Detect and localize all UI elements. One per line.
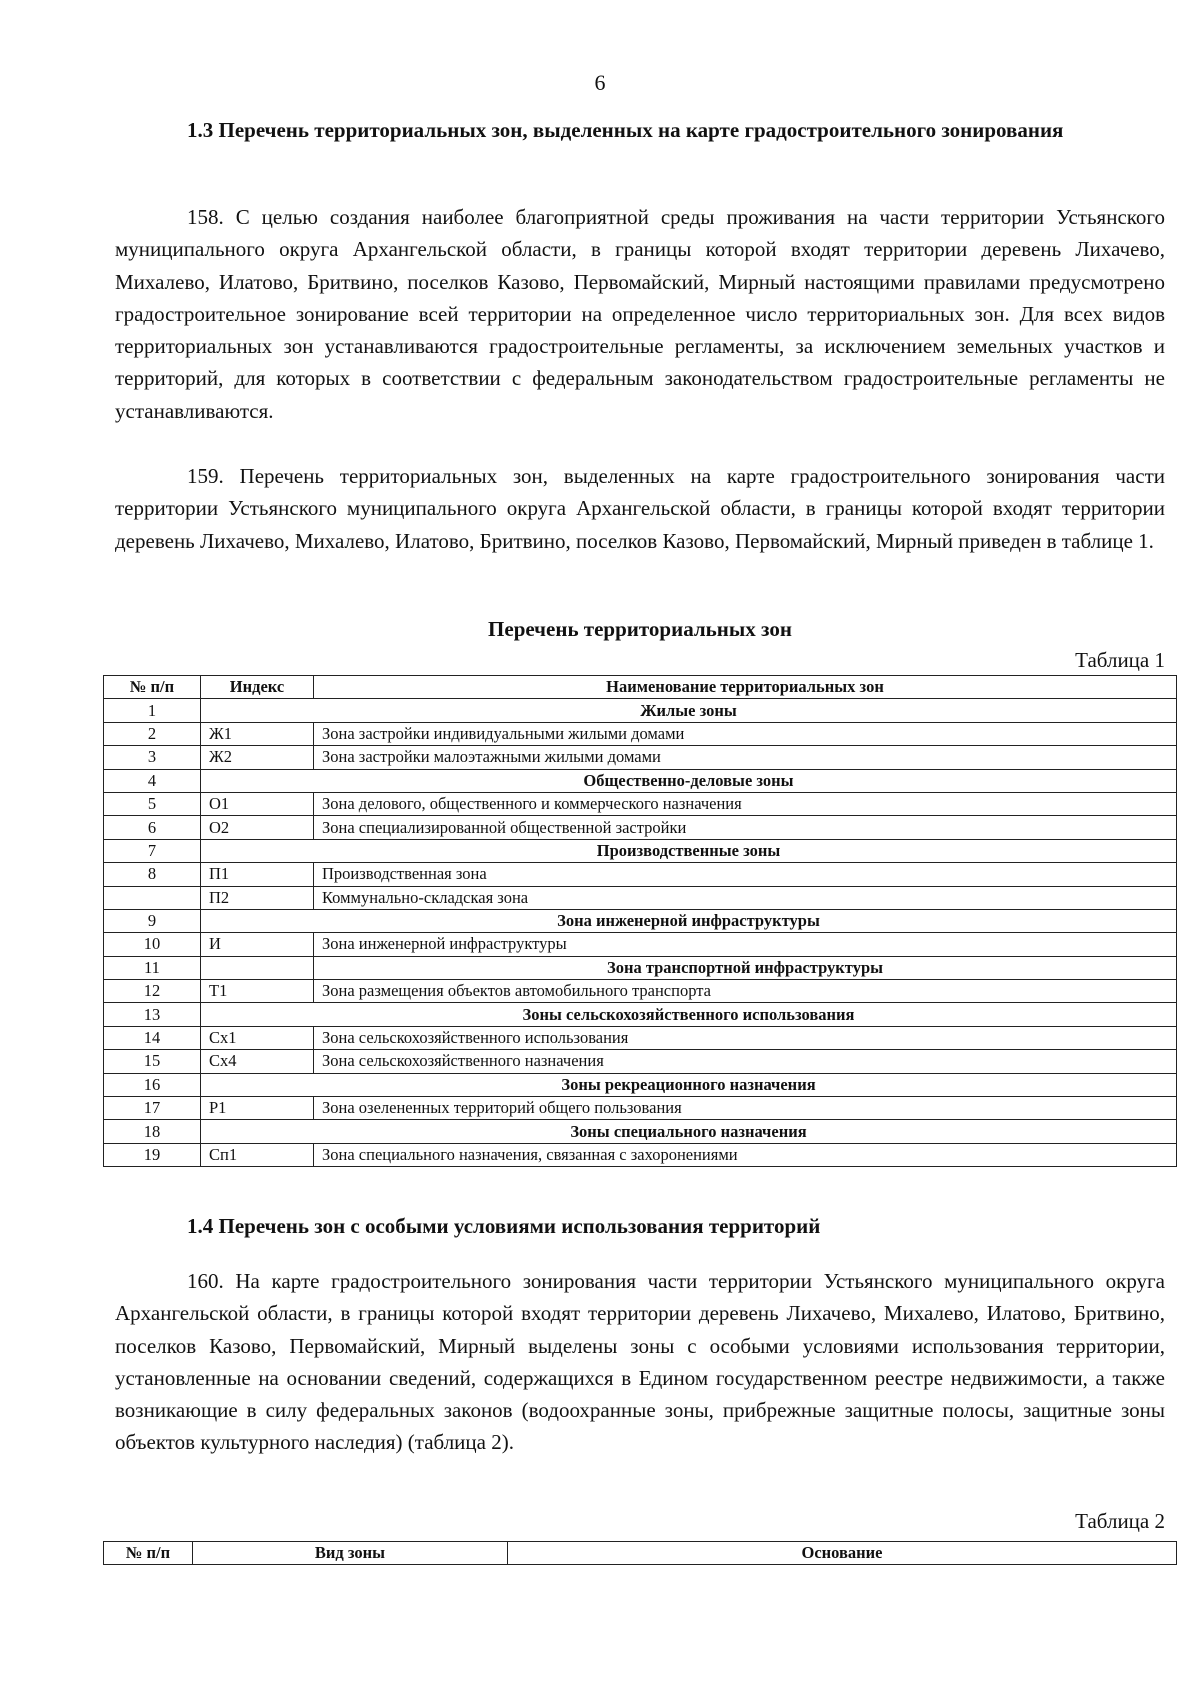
zone-name: Зона застройки индивидуальными жилыми домами: [314, 722, 1177, 745]
zone-name: Зона специального назначения, связанная с захоронениями: [314, 1143, 1177, 1166]
zone-name: Зона размещения объектов автомобильного транспорта: [314, 980, 1177, 1003]
zone-group-title: Зоны рекреационного назначения: [201, 1073, 1177, 1096]
table-row: [104, 1097, 1177, 1120]
row-number: 16: [104, 1073, 201, 1096]
table-row: [104, 1143, 1177, 1166]
row-number: 10: [104, 933, 201, 956]
header-num: № п/п: [104, 676, 201, 699]
row-number: 11: [104, 956, 201, 979]
table-group-row: [104, 699, 1177, 722]
paragraph-160: 160. На карте градостроительного зонирования части территории Устьянского муниципального округа Архангельской области, в границы которой входят территории деревень Лихачево, Михалево, Илатово, Бритвино, поселков Казово, Первомайский, Мирный выделены зоны с особыми условиями использования территории, установленные на основании сведений, содержащихся в Едином государственном реестре недвижимости, а также возникающие в силу федеральных законов (водоохранные зоны, прибрежные защитные полосы, защитные зоны объектов культурного наследия) (таблица 2).: [115, 1269, 1165, 1455]
row-number: 12: [104, 980, 201, 1003]
zone-name: Зона сельскохозяйственного использования: [314, 1026, 1177, 1049]
row-number: 18: [104, 1120, 201, 1143]
zone-index: О2: [201, 816, 314, 839]
row-number: 4: [104, 769, 201, 792]
paragraph-158: 158. С целью создания наиболее благоприятной среды проживания на части территории Устьянского муниципального округа Архангельской области, в границы которой входят территории деревень Лихачево, Михалево, Илатово, Бритвино, поселков Казово, Первомайский, Мирный настоящими правилами предусмотрено градостроительное зонирование всей территории на определенное число территориальных зон. Для всех видов территориальных зон устанавливаются градостроительные регламенты, за исключением земельных участков и территорий, для которых в соответствии с федеральным законодательством градостроительные регламенты не устанавливаются.: [115, 205, 1165, 423]
table-row: [104, 722, 1177, 745]
zone-index: Ж1: [201, 722, 314, 745]
table-group-row: [104, 1003, 1177, 1026]
special-zones-table: [103, 1541, 1177, 1565]
zone-name: Зона сельскохозяйственного назначения: [314, 1050, 1177, 1073]
table-header-row: [104, 1542, 1177, 1565]
table-row: [104, 816, 1177, 839]
section-heading-1-4: 1.4 Перечень зон с особыми условиями использования территорий: [187, 1214, 821, 1238]
zone-index: Ж2: [201, 746, 314, 769]
row-number: 1: [104, 699, 201, 722]
table-row: [104, 980, 1177, 1003]
empty-index-cell: [201, 956, 314, 979]
header-index: Индекс: [201, 676, 314, 699]
zone-index: П1: [201, 863, 314, 886]
table-group-row: [104, 909, 1177, 932]
table-header-row: [104, 676, 1177, 699]
zone-index: И: [201, 933, 314, 956]
territorial-zones-table: [103, 675, 1177, 1167]
zone-name: Зона озелененных территорий общего пользования: [314, 1097, 1177, 1120]
table-group-row: [104, 1073, 1177, 1096]
zone-group-title: Зоны специального назначения: [201, 1120, 1177, 1143]
table-row: [104, 792, 1177, 815]
row-number: 8: [104, 863, 201, 886]
row-number: 3: [104, 746, 201, 769]
row-number: [104, 886, 201, 909]
row-number: 15: [104, 1050, 201, 1073]
zone-index: Р1: [201, 1097, 314, 1120]
zone-group-title: Зоны сельскохозяйственного использования: [201, 1003, 1177, 1026]
table-2-label: Таблица 2: [1075, 1509, 1165, 1533]
header-num: № п/п: [104, 1542, 193, 1565]
table-group-row: [104, 769, 1177, 792]
section-heading-1-3: 1.3 Перечень территориальных зон, выделенных на карте градостроительного зонирования: [187, 118, 1064, 142]
zone-index: Сп1: [201, 1143, 314, 1166]
header-zone-type: Вид зоны: [193, 1542, 508, 1565]
zone-name: Зона специализированной общественной застройки: [314, 816, 1177, 839]
row-number: 9: [104, 909, 201, 932]
zone-index: П2: [201, 886, 314, 909]
row-number: 14: [104, 1026, 201, 1049]
table-row: [104, 933, 1177, 956]
zone-name: Производственная зона: [314, 863, 1177, 886]
row-number: 17: [104, 1097, 201, 1120]
zone-group-title: Жилые зоны: [201, 699, 1177, 722]
row-number: 19: [104, 1143, 201, 1166]
header-basis: Основание: [508, 1542, 1177, 1565]
table-1-caption: Перечень территориальных зон: [488, 617, 792, 641]
table-1-label: Таблица 1: [1075, 648, 1165, 672]
table-row: [104, 886, 1177, 909]
table-group-row: [104, 839, 1177, 862]
zone-name: Коммунально-складская зона: [314, 886, 1177, 909]
zone-name: Зона инженерной инфраструктуры: [314, 933, 1177, 956]
table-row: [104, 863, 1177, 886]
row-number: 6: [104, 816, 201, 839]
zone-group-title: Производственные зоны: [201, 839, 1177, 862]
row-number: 5: [104, 792, 201, 815]
table-group-row: [104, 1120, 1177, 1143]
zone-index: О1: [201, 792, 314, 815]
zone-index: Сх1: [201, 1026, 314, 1049]
zone-name: Зона застройки малоэтажными жилыми домами: [314, 746, 1177, 769]
zone-group-title: Зона инженерной инфраструктуры: [201, 909, 1177, 932]
table-row: [104, 1026, 1177, 1049]
zone-group-title: Общественно-деловые зоны: [201, 769, 1177, 792]
page-number: 6: [594, 70, 606, 95]
zone-index: Сх4: [201, 1050, 314, 1073]
table-body: [104, 699, 1177, 1167]
zone-index: Т1: [201, 980, 314, 1003]
row-number: 13: [104, 1003, 201, 1026]
paragraph-159: 159. Перечень территориальных зон, выделенных на карте градостроительного зонирования части территории Устьянского муниципального округа Архангельской области, в границы которой входят территории деревень Лихачево, Михалево, Илатово, Бритвино, поселков Казово, Первомайский, Мирный приведен в таблице 1.: [115, 464, 1165, 553]
zone-name: Зона делового, общественного и коммерческого назначения: [314, 792, 1177, 815]
table-row: [104, 1050, 1177, 1073]
table-row: [104, 746, 1177, 769]
header-zone-name: Наименование территориальных зон: [314, 676, 1177, 699]
row-number: 7: [104, 839, 201, 862]
row-number: 2: [104, 722, 201, 745]
zone-group-title: Зона транспортной инфраструктуры: [314, 956, 1177, 979]
table-group-row: [104, 956, 1177, 979]
